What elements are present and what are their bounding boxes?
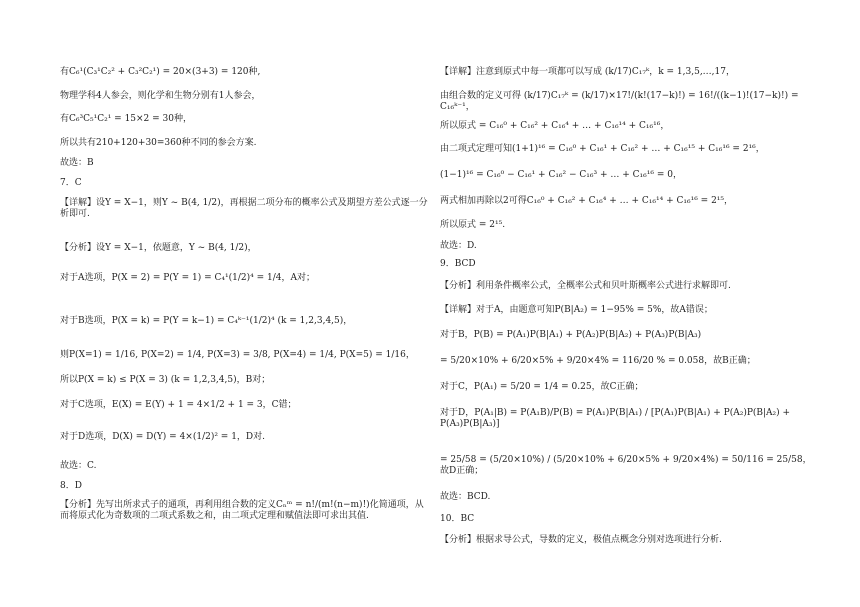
- text-line: 所以P(X = k) ≤ P(X = 3) (k = 1,2,3,4,5)，B对；: [60, 375, 271, 385]
- answer-line: 故选：BCD.: [440, 492, 491, 502]
- text-line: 对于D选项，D(X) = D(Y) = 4×(1/2)² = 1，D对.: [60, 432, 266, 442]
- text-line: 两式相加再除以2可得C₁₆⁰ + C₁₆² + C₁₆⁴ + … + C₁₆¹⁴ + C₁₆¹⁶ = 2¹⁵，: [440, 196, 734, 206]
- text-line: 则P(X=1) = 1/16, P(X=2) = 1/4, P(X=3) = 3/8, P(X=4) = 1/4, P(X=5) = 1/16，: [60, 350, 415, 360]
- question-number: 8．D: [60, 481, 82, 491]
- analysis-line: 【分析】根据求导公式，导数的定义，极值点概念分别对选项进行分析.: [440, 535, 722, 545]
- answer-line: 故选：C.: [60, 461, 97, 471]
- text-line: 对于B选项，P(X = k) = P(Y = k−1) = C₄ᵏ⁻¹(1/2)⁴ (k = 1,2,3,4,5)，: [60, 316, 353, 326]
- analysis-paragraph: 【分析】先写出所求式子的通项，再利用组合数的定义Cₙᵐ = n!/(m!(n−m)!)化简通项，从而将原式化为奇数项的二项式系数之和，由二项式定理和赋值法即可求出其值.: [60, 500, 424, 521]
- text-line: 对于D，P(A₁|B) = P(A₁B)/P(B) = P(A₁)P(B|A₁) / [P(A₁)P(B|A₁) + P(A₂)P(B|A₂) + P(A₃)P(B|A₃)]: [440, 408, 791, 429]
- analysis-line: 【分析】设Y = X−1，依题意，Y ~ B(4, 1/2)，: [60, 243, 257, 253]
- text-line: (1−1)¹⁶ = C₁₆⁰ − C₁₆¹ + C₁₆² − C₁₆³ + … + C₁₆¹⁶ = 0，: [440, 170, 682, 180]
- text-line: 由组合数的定义可得 (k/17)C₁₇ᵏ = (k/17)×17!/(k!(17−k)!) = 16!/((k−1)!(17−k)!) = C₁₆ᵏ⁻¹，: [440, 91, 799, 112]
- text-line: 对于C，P(A₁) = 5/20 = 1/4 = 0.25，故C正确；: [440, 382, 644, 392]
- detail-line: 【详解】对于A，由题意可知P(B|A₂) = 1−95% = 5%，故A错误；: [440, 305, 713, 315]
- text-line: = 25/58 = (5/20×10%) / (5/20×10% + 6/20×5% + 9/20×4%) = 50/116 = 25/58，故D正确；: [440, 455, 812, 476]
- text-line: 有C₆³C₅¹C₂¹ = 15×2 = 30种，: [60, 114, 193, 124]
- answer-line: 故选：D.: [440, 241, 477, 251]
- text-line: 对于A选项，P(X = 2) = P(Y = 1) = C₄¹(1/2)⁴ = 1/4，A对；: [60, 273, 315, 283]
- text-line: 所以原式 = 2¹⁵.: [440, 220, 506, 230]
- text-line: 有C₆¹(C₃¹C₂² + C₃²C₂¹) = 20×(3+3) = 120种,: [60, 67, 261, 77]
- analysis-line: 【分析】利用条件概率公式，全概率公式和贝叶斯概率公式进行求解即可.: [440, 281, 731, 291]
- question-number: 10．BC: [440, 514, 475, 524]
- text-line: 物理学科4人参会，则化学和生物分别有1人参会，: [60, 91, 261, 101]
- question-number: 9．BCD: [440, 259, 476, 269]
- text-line: 由二项式定理可知(1+1)¹⁶ = C₁₆⁰ + C₁₆¹ + C₁₆² + … + C₁₆¹⁵ + C₁₆¹⁶ = 2¹⁶，: [440, 144, 765, 154]
- answer-line: 故选：B: [60, 158, 94, 168]
- question-number: 7．C: [60, 178, 82, 188]
- text-line: = 5/20×10% + 6/20×5% + 9/20×4% = 116/20 % = 0.058，故B正确；: [440, 356, 756, 366]
- detail-paragraph: 【详解】设Y = X−1，则Y ~ B(4, 1/2)，再根据二项分布的概率公式及期望方差公式逐一分析即可.: [60, 198, 428, 219]
- detail-line: 【详解】注意到原式中每一项都可以写成 (k/17)C₁₇ᵏ，k = 1,3,5,…,17，: [440, 67, 735, 77]
- text-line: 对于B，P(B) = P(A₁)P(B|A₁) + P(A₂)P(B|A₂) + P(A₃)P(B|A₃): [440, 330, 702, 340]
- text-line: 对于C选项，E(X) = E(Y) + 1 = 4×1/2 + 1 = 3，C错；: [60, 400, 297, 410]
- text-line: 所以原式 = C₁₆⁰ + C₁₆² + C₁₆⁴ + … + C₁₆¹⁴ + C₁₆¹⁶，: [440, 121, 670, 131]
- text-line: 所以共有210+120+30=360种不同的参会方案.: [60, 138, 257, 148]
